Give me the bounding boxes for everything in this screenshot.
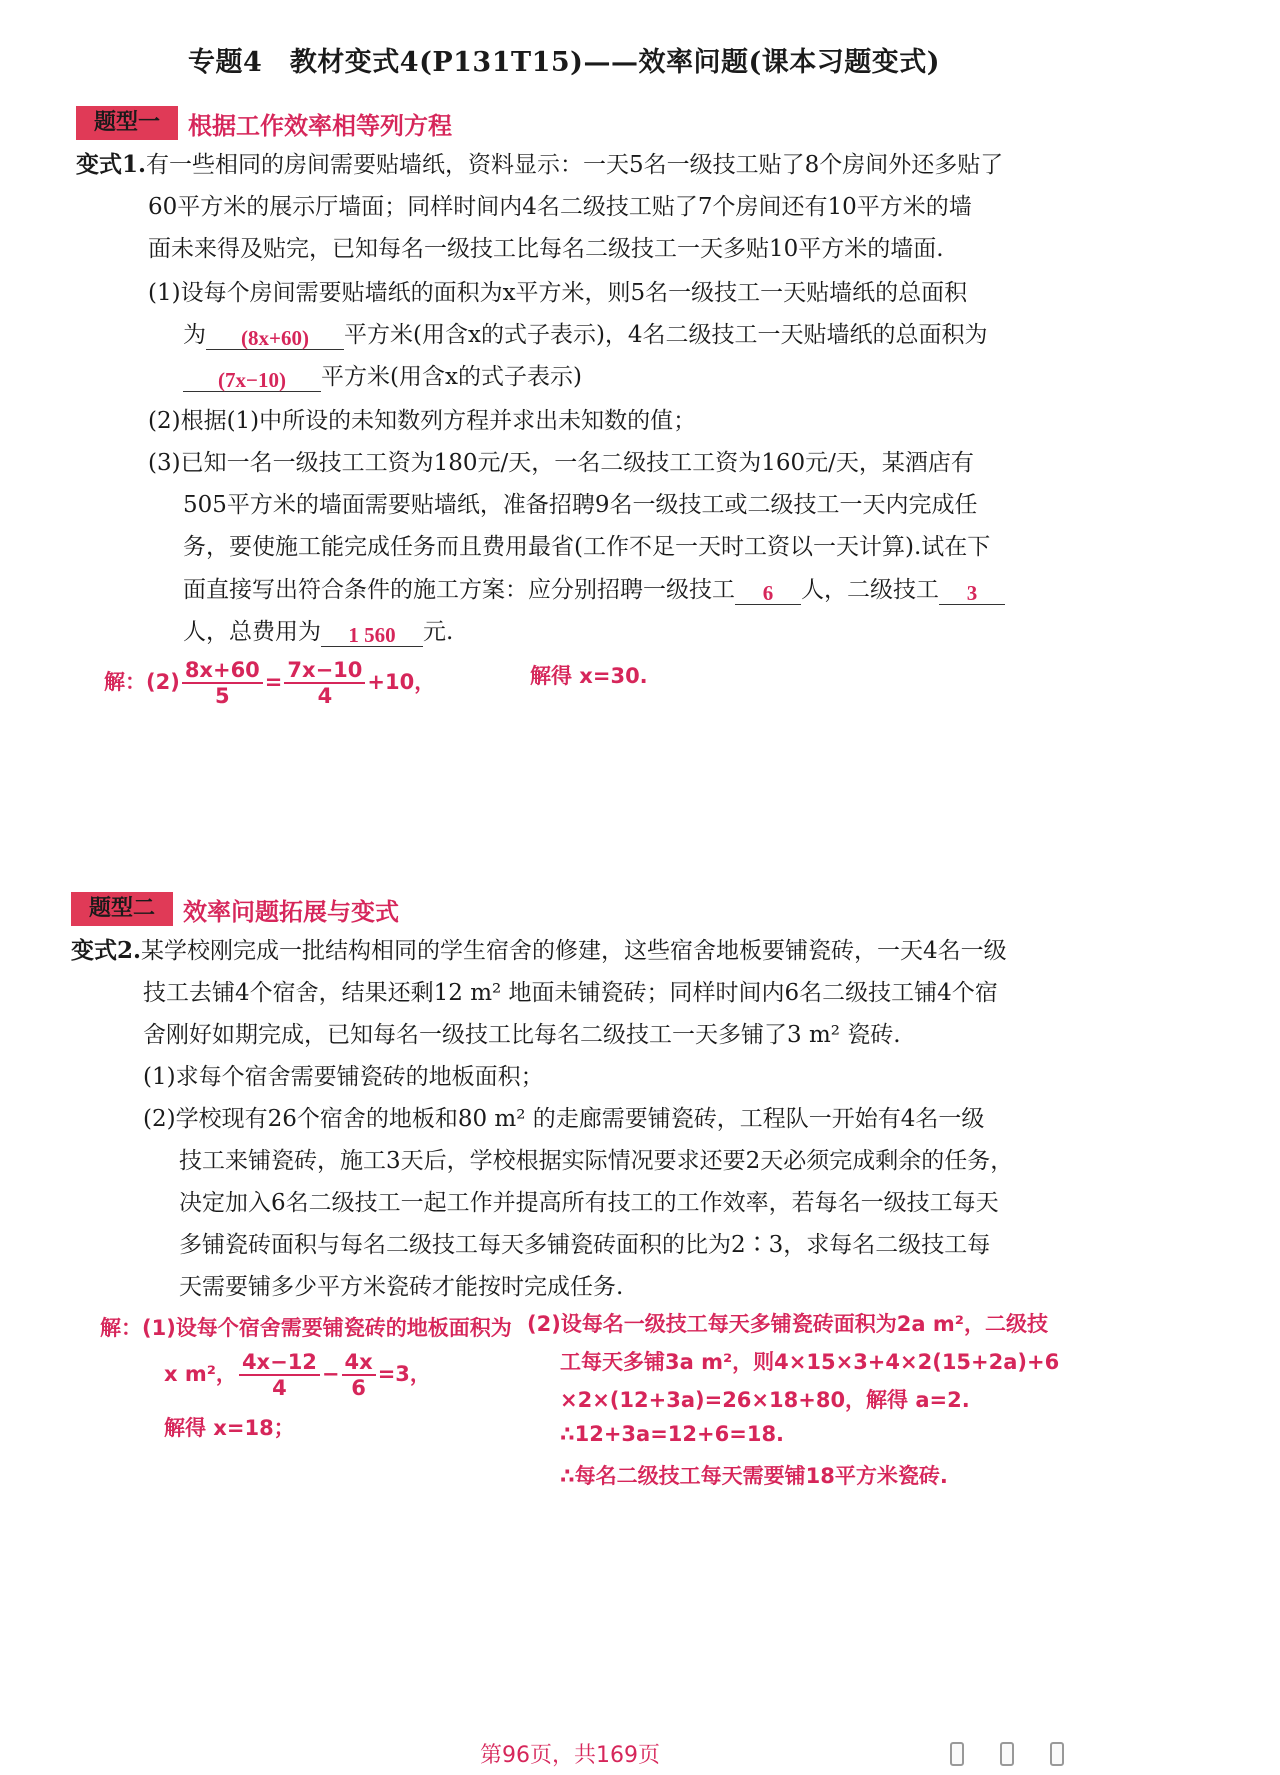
fraction-right-denominator: 4	[317, 684, 333, 708]
minus-sign: −	[321, 1362, 340, 1386]
variant-1-text-1: 有一些相同的房间需要贴墙纸，资料显示：一天5名一级技工贴了8个房间外还多贴了	[146, 152, 1004, 178]
variant-2-text-1: 某学校刚完成一批结构相同的学生宿舍的修建，这些宿舍地板要铺瓷砖，一天4名一级	[141, 938, 1007, 964]
q3-line4-mid: 人，二级技工	[801, 577, 939, 603]
solution-2-1-line-1: 解：(1)设每个宿舍需要铺瓷砖的地板面积为	[100, 1316, 512, 1340]
fraction-right	[284, 658, 365, 708]
question-1-1-line-1: (1)设每个房间需要贴墙纸的面积为x平方米，则5名一级技工一天贴墙纸的总面积	[148, 280, 968, 306]
section-heading-2: 效率问题拓展与变式	[183, 898, 399, 926]
solution-1-equation	[104, 658, 435, 708]
solution-2-2-line-5: ∴每名二级技工每天需要铺18平方米瓷砖.	[560, 1464, 948, 1488]
scroll-handle-icon[interactable]	[1000, 1742, 1014, 1766]
variant-2-line-2: 技工去铺4个宿舍，结果还剩12 m² 地面未铺瓷砖；同样时间内6名二级技工铺4个宿	[143, 980, 998, 1006]
question-1-3-line-5	[183, 617, 453, 647]
answer-area-expression-2: (7x−10)	[218, 368, 286, 392]
question-2-2-line-5: 天需要铺多少平方米瓷砖才能按时完成任务.	[179, 1274, 624, 1300]
q1-mid-text: 平方米(用含x的式子表示)，4名二级技工一天贴墙纸的总面积为	[344, 322, 988, 348]
scroll-handle-icon[interactable]	[950, 1742, 964, 1766]
question-2-2-line-4: 多铺瓷砖面积与每名二级技工每天多铺瓷砖面积的比为2∶3，求每名二级技工每	[179, 1232, 991, 1258]
equation-tail: +10，	[367, 670, 436, 694]
fraction-b	[342, 1350, 376, 1400]
q3-line5-prefix: 人，总费用为	[183, 619, 321, 645]
answer-total-cost: 1 560	[348, 623, 396, 647]
equals-sign: =	[264, 670, 283, 694]
fraction-b-denominator: 6	[351, 1376, 366, 1400]
answer-blank-level2	[939, 578, 1005, 605]
solution-1-label: 解：(2)	[104, 670, 180, 694]
fraction-a	[239, 1350, 320, 1400]
solution-1-result: 解得 x=30.	[530, 664, 648, 688]
fraction-left-denominator: 5	[214, 684, 230, 708]
question-1-3-line-1: (3)已知一名一级技工工资为180元/天，一名二级技工工资为160元/天，某酒店有	[148, 450, 974, 476]
question-2-1: (1)求每个宿舍需要铺瓷砖的地板面积；	[143, 1064, 544, 1090]
answer-blank-total-cost	[321, 620, 423, 647]
variant-1-label: 变式1.	[76, 151, 147, 178]
variant-2-label: 变式2.	[71, 937, 142, 964]
solution-2-2-line-4: ∴12+3a=12+6=18.	[560, 1422, 785, 1446]
answer-area-expression-1: (8x+60)	[241, 326, 309, 350]
question-type-tag-2: 题型二	[71, 892, 173, 926]
solution-2-1-equation	[164, 1350, 431, 1400]
fraction-left	[182, 658, 263, 708]
fraction-a-numerator: 4x−12	[239, 1350, 320, 1376]
question-1-1-line-2	[183, 320, 988, 350]
answer-blank-area-expression-2	[183, 365, 321, 392]
q3-line5-end: 元.	[423, 619, 454, 645]
fraction-a-denominator: 4	[272, 1376, 287, 1400]
solution-2-2-line-2: 工每天多铺3a m²，则4×15×3+4×2(15+2a)+6	[560, 1350, 1060, 1374]
question-2-2-line-3: 决定加入6名二级技工一起工作并提高所有技工的工作效率，若每名一级技工每天	[179, 1190, 999, 1216]
question-1-3-line-2: 505平方米的墙面需要贴墙纸，准备招聘9名一级技工或二级技工一天内完成任	[183, 492, 978, 518]
q1-end-text: 平方米(用含x的式子表示)	[321, 364, 582, 390]
variant-1-line-2: 60平方米的展示厅墙面；同样时间内4名二级技工贴了7个房间还有10平方米的墙	[148, 194, 972, 220]
solution-2-2-line-1: (2)设每名一级技工每天多铺瓷砖面积为2a m²，二级技	[527, 1312, 1048, 1336]
answer-level2-count: 3	[966, 581, 978, 605]
question-1-1-line-3	[183, 362, 582, 392]
fraction-right-numerator: 7x−10	[284, 658, 365, 684]
scroll-handle-icon[interactable]	[1050, 1742, 1064, 1766]
answer-blank-area-expression	[206, 323, 344, 350]
variant-2-line-1	[71, 936, 1007, 966]
fraction-left-numerator: 8x+60	[182, 658, 263, 684]
page-title: 专题4 教材变式4(P131T15)——效率问题(课本习题变式)	[188, 47, 940, 78]
solution-2-2-line-3: ×2×(12+3a)=26×18+80，解得 a=2.	[560, 1388, 970, 1412]
variant-2-line-3: 舍刚好如期完成，已知每名一级技工比每名二级技工一天多铺了3 m² 瓷砖.	[143, 1022, 901, 1048]
page-indicator: 第96页，共169页	[480, 1743, 660, 1768]
question-1-3-line-4	[183, 575, 1005, 605]
solution-2-1-result: 解得 x=18；	[164, 1416, 295, 1440]
question-2-2-line-1: (2)学校现有26个宿舍的地板和80 m² 的走廊需要铺瓷砖，工程队一开始有4名一级	[143, 1106, 985, 1132]
solution-2-1-variable: x m²，	[164, 1362, 237, 1386]
variant-1-line-3: 面未来得及贴完，已知每名一级技工比每名二级技工一天多贴10平方米的墙面.	[148, 236, 944, 262]
variant-1-line-1	[76, 150, 1003, 180]
answer-blank-level1	[735, 578, 801, 605]
fraction-b-numerator: 4x	[342, 1350, 376, 1376]
q1-prefix: 为	[183, 322, 206, 348]
equation-tail-2: =3，	[377, 1362, 431, 1386]
question-type-tag-1: 题型一	[76, 106, 178, 140]
question-2-2-line-2: 技工来铺瓷砖，施工3天后，学校根据实际情况要求还要2天必须完成剩余的任务，	[179, 1148, 1014, 1174]
answer-level1-count: 6	[762, 581, 774, 605]
q3-line4-prefix: 面直接写出符合条件的施工方案：应分别招聘一级技工	[183, 577, 735, 603]
section-heading-1: 根据工作效率相等列方程	[188, 112, 452, 140]
question-1-3-line-3: 务，要使施工能完成任务而且费用最省(工作不足一天时工资以一天计算).试在下	[183, 534, 991, 560]
question-1-2: (2)根据(1)中所设的未知数列方程并求出未知数的值；	[148, 408, 697, 434]
